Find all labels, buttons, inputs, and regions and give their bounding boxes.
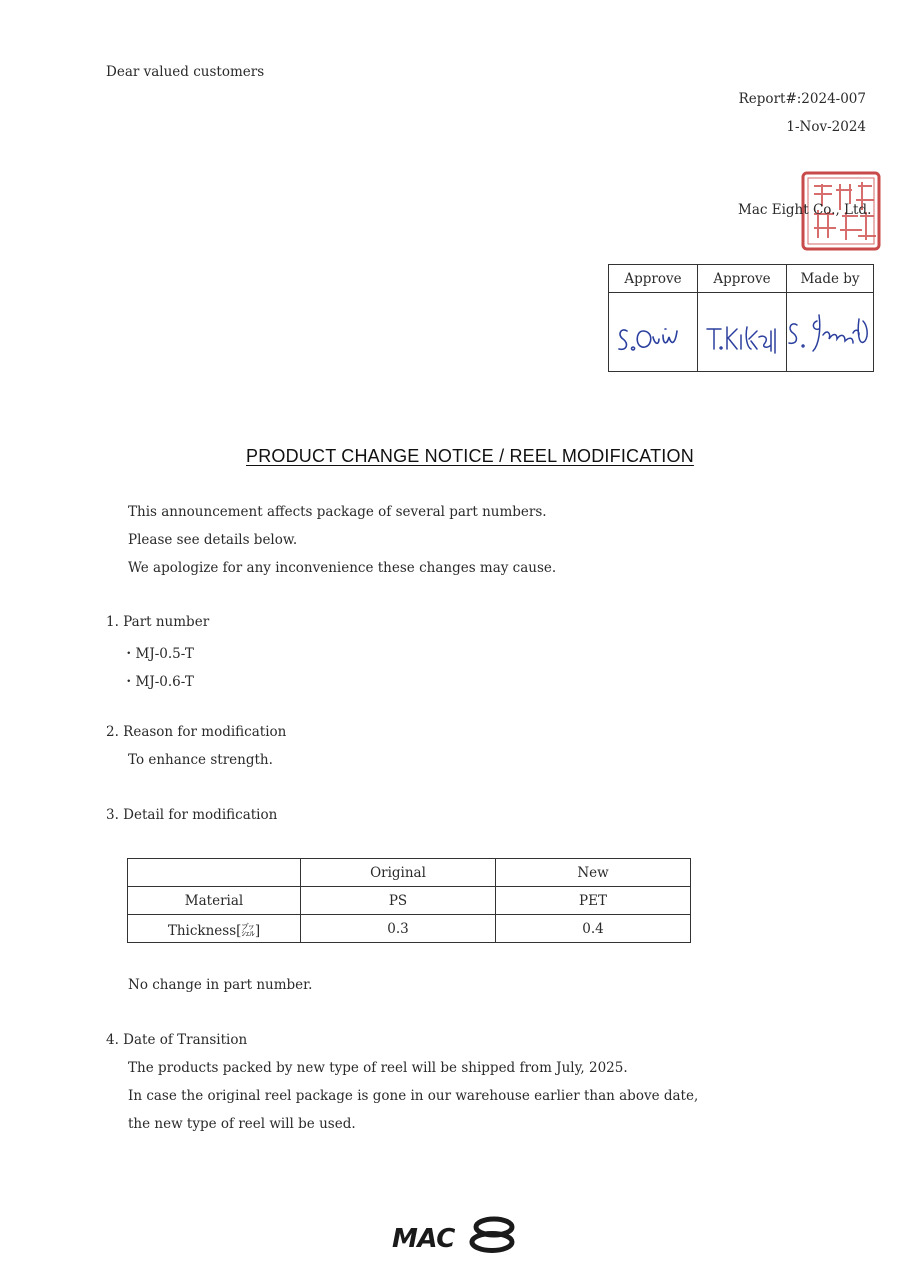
part-number-item: ・MJ-0.5-T <box>122 646 194 662</box>
approval-table <box>608 264 874 372</box>
document-title: PRODUCT CHANGE NOTICE / REEL MODIFICATION <box>246 446 694 466</box>
part-number-note: No change in part number. <box>128 977 313 993</box>
transition-line: the new type of reel will be used. <box>128 1116 356 1132</box>
salutation: Dear valued customers <box>106 64 265 80</box>
signature <box>787 305 873 359</box>
signature <box>701 307 783 357</box>
mac8-logo <box>390 1214 518 1254</box>
signature-cell <box>609 293 698 372</box>
report-number: Report#:2024-007 <box>738 91 866 107</box>
transition-line: The products packed by new type of reel will be shipped from July, 2025. <box>128 1060 628 1076</box>
intro-line: Please see details below. <box>128 532 298 548</box>
table-cell: 0.4 <box>496 915 691 943</box>
section-heading: 3. Detail for modification <box>106 807 278 823</box>
reason-text: To enhance strength. <box>128 752 273 768</box>
report-date: 1-Nov-2024 <box>786 119 866 135</box>
table-header-cell: Original <box>301 859 496 887</box>
intro-line: This announcement affects package of several part numbers. <box>128 504 547 520</box>
section-heading: 1. Part number <box>106 614 210 630</box>
table-header-cell <box>128 859 301 887</box>
svg-text:MAC: MAC <box>392 1224 455 1254</box>
table-row <box>128 887 691 915</box>
transition-line: In case the original reel package is gone in our warehouse earlier than above date, <box>128 1088 699 1104</box>
table-cell: 0.3 <box>301 915 496 943</box>
part-number-item: ・MJ-0.6-T <box>122 674 194 690</box>
intro-line: We apologize for any inconvenience these changes may cause. <box>128 560 557 576</box>
table-cell: Material <box>128 887 301 915</box>
table-row <box>128 915 691 943</box>
section-heading: 2. Reason for modification <box>106 724 287 740</box>
approval-header: Approve <box>609 265 698 293</box>
table-cell: Thickness[㌴] <box>128 915 301 943</box>
signature <box>613 307 693 357</box>
signature-cell <box>787 293 874 372</box>
company-name: Mac Eight Co., Ltd. <box>738 202 872 218</box>
table-cell: PS <box>301 887 496 915</box>
modification-table <box>127 858 691 943</box>
table-cell: PET <box>496 887 691 915</box>
section-heading: 4. Date of Transition <box>106 1032 248 1048</box>
approval-header: Approve <box>698 265 787 293</box>
signature-cell <box>698 293 787 372</box>
table-header-cell: New <box>496 859 691 887</box>
made-by-header: Made by <box>787 265 874 293</box>
